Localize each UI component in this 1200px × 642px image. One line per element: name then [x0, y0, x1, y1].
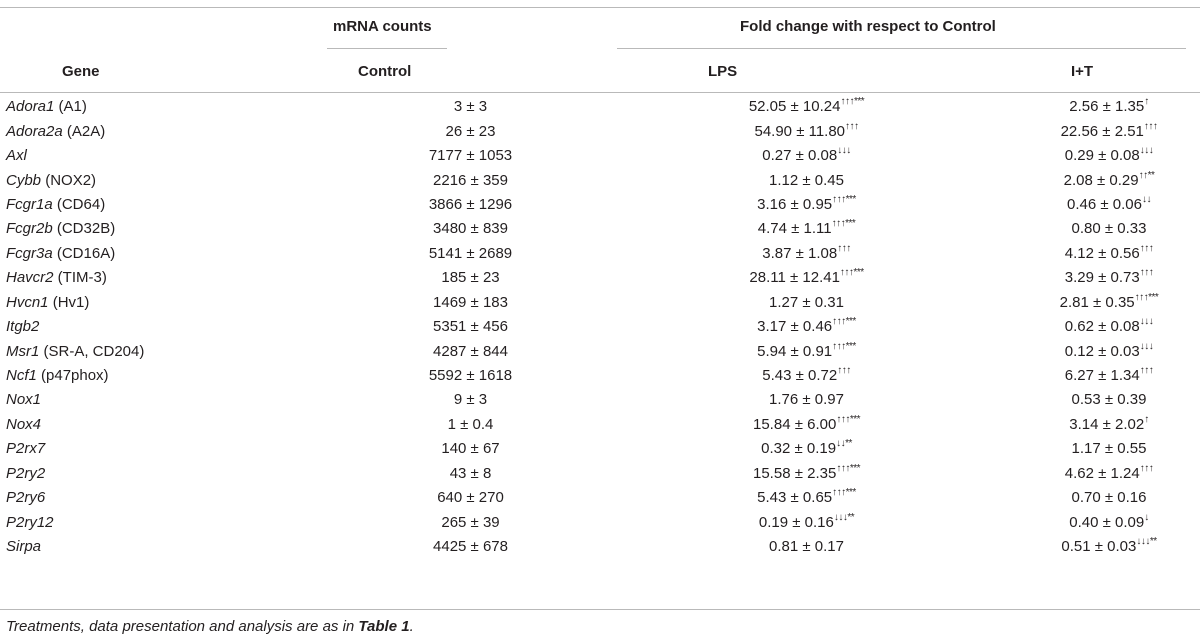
it-significance: ↑: [1144, 96, 1149, 108]
table-row: [0, 291, 1200, 315]
lps-significance: ↑↑↑***: [836, 413, 860, 425]
cell-lps: [613, 95, 980, 119]
gene-name: P2rx7: [6, 440, 46, 458]
cell-gene: [0, 388, 328, 412]
cell-gene: [0, 266, 328, 290]
cell-gene: [0, 168, 328, 192]
it-significance: ↓↓↓: [1139, 316, 1154, 328]
cell-gene: [0, 193, 328, 217]
header-rule: [0, 92, 1200, 93]
cell-lps: [613, 510, 980, 534]
cell-it: [980, 364, 1200, 388]
cell-ctrl: [328, 535, 613, 559]
gene-alias: (A2A): [62, 122, 106, 140]
lps-value: 3.17 ± 0.46: [757, 318, 833, 336]
it-significance: ↓↓: [1141, 193, 1151, 205]
gene-name: Msr1: [6, 342, 40, 360]
group-header-fold-change: Fold change with respect to Control: [740, 18, 996, 35]
it-value: 2.08 ± 0.29: [1063, 171, 1139, 189]
lps-value: 1.76 ± 0.97: [769, 391, 844, 409]
cell-it: [980, 242, 1200, 266]
cell-lps: [613, 364, 980, 388]
table-row: [0, 193, 1200, 217]
lps-value: 15.84 ± 6.00: [753, 415, 837, 433]
it-value: 0.29 ± 0.08: [1064, 147, 1140, 165]
cell-ctrl: [328, 144, 613, 168]
lps-significance: ↑↑↑***: [836, 462, 860, 474]
table-row: [0, 462, 1200, 486]
gene-alias: (Hv1): [48, 293, 90, 311]
table-row: [0, 315, 1200, 339]
cell-gene: [0, 95, 328, 119]
gene-alias: (NOX2): [41, 171, 97, 189]
it-value: 2.56 ± 1.35: [1069, 98, 1145, 116]
lps-value: 1.12 ± 0.45: [769, 171, 844, 189]
table-row: [0, 388, 1200, 412]
cell-lps: [613, 339, 980, 363]
cell-ctrl: [328, 339, 613, 363]
lps-significance: ↑↑↑***: [832, 487, 856, 499]
cell-lps: [613, 437, 980, 461]
gene-name: Nox4: [6, 415, 42, 433]
it-value: 4.12 ± 0.56: [1064, 244, 1140, 262]
gene-alias: (p47phox): [36, 367, 109, 385]
lps-value: 1.27 ± 0.31: [769, 293, 844, 311]
cell-ctrl: [328, 413, 613, 437]
column-header-lps: LPS: [708, 63, 738, 80]
it-value: 22.56 ± 2.51: [1060, 122, 1144, 140]
it-significance: ↑↑↑: [1139, 365, 1154, 377]
group-rule-mrna: [327, 48, 447, 49]
cell-gene: [0, 144, 328, 168]
table-row: [0, 119, 1200, 143]
cell-it: [980, 119, 1200, 143]
cell-ctrl: [328, 193, 613, 217]
control-value: 7177 ± 1053: [428, 147, 513, 165]
control-value: 43 ± 8: [449, 464, 492, 482]
column-header-it: I+T: [1071, 63, 1094, 80]
data-table: [0, 95, 1200, 559]
table-row: [0, 437, 1200, 461]
lps-significance: ↑↑↑: [837, 365, 851, 377]
it-significance: ↑↑↑: [1139, 462, 1154, 474]
it-value: 0.53 ± 0.39: [1071, 391, 1147, 409]
it-value: 0.51 ± 0.03: [1061, 538, 1137, 556]
lps-value: 5.43 ± 0.65: [757, 489, 833, 507]
it-value: 1.17 ± 0.55: [1071, 440, 1147, 458]
control-value: 4425 ± 678: [433, 538, 508, 556]
control-value: 140 ± 67: [441, 440, 500, 458]
control-value: 265 ± 39: [441, 513, 500, 531]
cell-ctrl: [328, 266, 613, 290]
lps-value: 0.32 ± 0.19: [761, 440, 837, 458]
cell-it: [980, 217, 1200, 241]
lps-value: 3.16 ± 0.95: [757, 195, 833, 213]
cell-gene: [0, 535, 328, 559]
table-row: [0, 217, 1200, 241]
lps-significance: ↓↓↓**: [833, 511, 855, 523]
gene-name: Sirpa: [6, 538, 42, 556]
cell-it: [980, 291, 1200, 315]
lps-significance: ↓↓**: [836, 438, 852, 450]
it-significance: ↑↑↑***: [1134, 291, 1159, 303]
lps-value: 0.19 ± 0.16: [758, 513, 834, 531]
cell-ctrl: [328, 364, 613, 388]
gene-name: P2ry2: [6, 464, 46, 482]
gene-name: P2ry6: [6, 489, 46, 507]
column-header-gene: Gene: [62, 63, 100, 80]
lps-significance: ↑↑↑***: [832, 193, 856, 205]
cell-it: [980, 168, 1200, 192]
control-value: 185 ± 23: [441, 269, 500, 287]
lps-value: 0.81 ± 0.17: [769, 538, 844, 556]
gene-name: P2ry12: [6, 513, 54, 531]
cell-lps: [613, 413, 980, 437]
group-rule-fold-change: [617, 48, 1186, 49]
gene-alias: (TIM-3): [53, 269, 107, 287]
cell-ctrl: [328, 486, 613, 510]
cell-it: [980, 486, 1200, 510]
cell-ctrl: [328, 119, 613, 143]
table-row: [0, 339, 1200, 363]
it-significance: ↓↓↓: [1139, 145, 1154, 157]
cell-gene: [0, 315, 328, 339]
it-significance: ↑: [1144, 413, 1149, 425]
gene-alias: (CD64): [52, 195, 106, 213]
cell-gene: [0, 486, 328, 510]
it-significance: ↑↑**: [1138, 169, 1155, 181]
it-value: 4.62 ± 1.24: [1064, 464, 1140, 482]
cell-gene: [0, 364, 328, 388]
cell-it: [980, 339, 1200, 363]
it-value: 0.12 ± 0.03: [1064, 342, 1140, 360]
control-value: 3866 ± 1296: [428, 195, 513, 213]
cell-it: [980, 266, 1200, 290]
it-value: 2.81 ± 0.35: [1059, 293, 1135, 311]
gene-alias: (CD32B): [52, 220, 116, 238]
lps-value: 4.74 ± 1.11: [757, 220, 832, 238]
control-value: 26 ± 23: [445, 122, 496, 140]
lps-significance: ↑↑↑***: [832, 316, 856, 328]
gene-name: Havcr2: [6, 269, 54, 287]
cell-ctrl: [328, 168, 613, 192]
lps-value: 52.05 ± 10.24: [748, 98, 841, 116]
it-value: 0.62 ± 0.08: [1064, 318, 1140, 336]
lps-value: 28.11 ± 12.41: [749, 269, 840, 287]
cell-it: [980, 413, 1200, 437]
it-significance: ↓: [1144, 511, 1149, 523]
control-value: 3 ± 3: [453, 98, 488, 116]
cell-it: [980, 437, 1200, 461]
cell-ctrl: [328, 437, 613, 461]
table-row: [0, 413, 1200, 437]
gene-alias: (A1): [54, 98, 87, 116]
it-value: 0.80 ± 0.33: [1071, 220, 1147, 238]
cell-it: [980, 95, 1200, 119]
cell-ctrl: [328, 95, 613, 119]
lps-value: 15.58 ± 2.35: [753, 464, 837, 482]
cell-lps: [613, 388, 980, 412]
control-value: 5141 ± 2689: [428, 244, 513, 262]
cell-gene: [0, 242, 328, 266]
cell-lps: [613, 168, 980, 192]
cell-ctrl: [328, 217, 613, 241]
cell-lps: [613, 242, 980, 266]
gene-name: Cybb: [6, 171, 42, 189]
control-value: 9 ± 3: [453, 391, 488, 409]
gene-alias: (SR-A, CD204): [39, 342, 145, 360]
lps-significance: ↓↓↓: [837, 145, 851, 157]
cell-gene: [0, 413, 328, 437]
it-value: 3.29 ± 0.73: [1064, 269, 1140, 287]
gene-name: Adora2a: [6, 122, 63, 140]
lps-value: 54.90 ± 11.80: [754, 122, 846, 140]
control-value: 5351 ± 456: [433, 318, 508, 336]
table-row: [0, 144, 1200, 168]
lps-value: 0.27 ± 0.08: [762, 147, 838, 165]
gene-name: Fcgr3a: [6, 244, 53, 262]
cell-lps: [613, 462, 980, 486]
group-header-mrna: mRNA counts: [333, 18, 432, 35]
cell-gene: [0, 437, 328, 461]
lps-significance: ↑↑↑***: [840, 96, 865, 108]
control-value: 1 ± 0.4: [447, 415, 494, 433]
it-value: 6.27 ± 1.34: [1064, 367, 1140, 385]
footnote: [6, 618, 414, 635]
lps-significance: ↑↑↑***: [831, 218, 856, 230]
lps-significance: ↑↑↑: [845, 120, 859, 132]
gene-name: Axl: [6, 147, 27, 165]
cell-lps: [613, 193, 980, 217]
footnote-text: Treatments, data presentation and analysis are as in: [6, 618, 359, 635]
cell-gene: [0, 119, 328, 143]
it-significance: ↑↑↑: [1143, 120, 1158, 132]
table-row: [0, 266, 1200, 290]
control-value: 1469 ± 183: [433, 293, 508, 311]
cell-ctrl: [328, 242, 613, 266]
table-row: [0, 510, 1200, 534]
it-value: 0.70 ± 0.16: [1071, 489, 1147, 507]
cell-gene: [0, 217, 328, 241]
it-value: 3.14 ± 2.02: [1069, 415, 1145, 433]
bottom-rule: [0, 609, 1200, 610]
it-value: 0.40 ± 0.09: [1069, 513, 1145, 531]
table-row: [0, 364, 1200, 388]
cell-lps: [613, 486, 980, 510]
lps-significance: ↑↑↑: [837, 242, 851, 254]
control-value: 640 ± 270: [437, 489, 504, 507]
cell-ctrl: [328, 291, 613, 315]
cell-lps: [613, 266, 980, 290]
footnote-end: .: [409, 618, 414, 635]
cell-ctrl: [328, 510, 613, 534]
cell-ctrl: [328, 462, 613, 486]
footnote-table-ref: Table 1: [358, 618, 410, 635]
cell-lps: [613, 535, 980, 559]
control-value: 3480 ± 839: [433, 220, 508, 238]
table-body: [0, 95, 1200, 559]
cell-lps: [613, 217, 980, 241]
it-value: 0.46 ± 0.06: [1067, 195, 1142, 213]
column-header-control: Control: [358, 63, 412, 80]
lps-value: 5.43 ± 0.72: [762, 367, 838, 385]
gene-name: Ncf1: [6, 367, 37, 385]
cell-it: [980, 388, 1200, 412]
cell-lps: [613, 119, 980, 143]
cell-gene: [0, 510, 328, 534]
cell-it: [980, 315, 1200, 339]
gene-name: Hvcn1: [6, 293, 49, 311]
gene-name: Fcgr1a: [6, 195, 53, 213]
table-row: [0, 168, 1200, 192]
it-significance: ↑↑↑: [1139, 267, 1154, 279]
table-row: [0, 535, 1200, 559]
cell-gene: [0, 339, 328, 363]
gene-name: Adora1: [6, 98, 55, 116]
cell-lps: [613, 144, 980, 168]
cell-it: [980, 510, 1200, 534]
cell-it: [980, 462, 1200, 486]
lps-value: 5.94 ± 0.91: [757, 342, 833, 360]
cell-gene: [0, 291, 328, 315]
cell-lps: [613, 315, 980, 339]
cell-gene: [0, 462, 328, 486]
table-row: [0, 95, 1200, 119]
control-value: 5592 ± 1618: [428, 367, 513, 385]
cell-it: [980, 193, 1200, 217]
control-value: 2216 ± 359: [433, 171, 508, 189]
it-significance: ↓↓↓: [1139, 340, 1154, 352]
control-value: 4287 ± 844: [433, 342, 508, 360]
it-significance: ↓↓↓**: [1136, 536, 1157, 548]
cell-it: [980, 535, 1200, 559]
gene-name: Nox1: [6, 391, 42, 409]
table-row: [0, 486, 1200, 510]
gene-alias: (CD16A): [52, 244, 116, 262]
gene-name: Fcgr2b: [6, 220, 53, 238]
cell-lps: [613, 291, 980, 315]
it-significance: ↑↑↑: [1139, 242, 1154, 254]
top-rule: [0, 7, 1200, 8]
table-row: [0, 242, 1200, 266]
lps-value: 3.87 ± 1.08: [762, 244, 838, 262]
lps-significance: ↑↑↑***: [839, 267, 864, 279]
lps-significance: ↑↑↑***: [832, 340, 856, 352]
cell-ctrl: [328, 388, 613, 412]
cell-ctrl: [328, 315, 613, 339]
gene-name: Itgb2: [6, 318, 40, 336]
cell-it: [980, 144, 1200, 168]
